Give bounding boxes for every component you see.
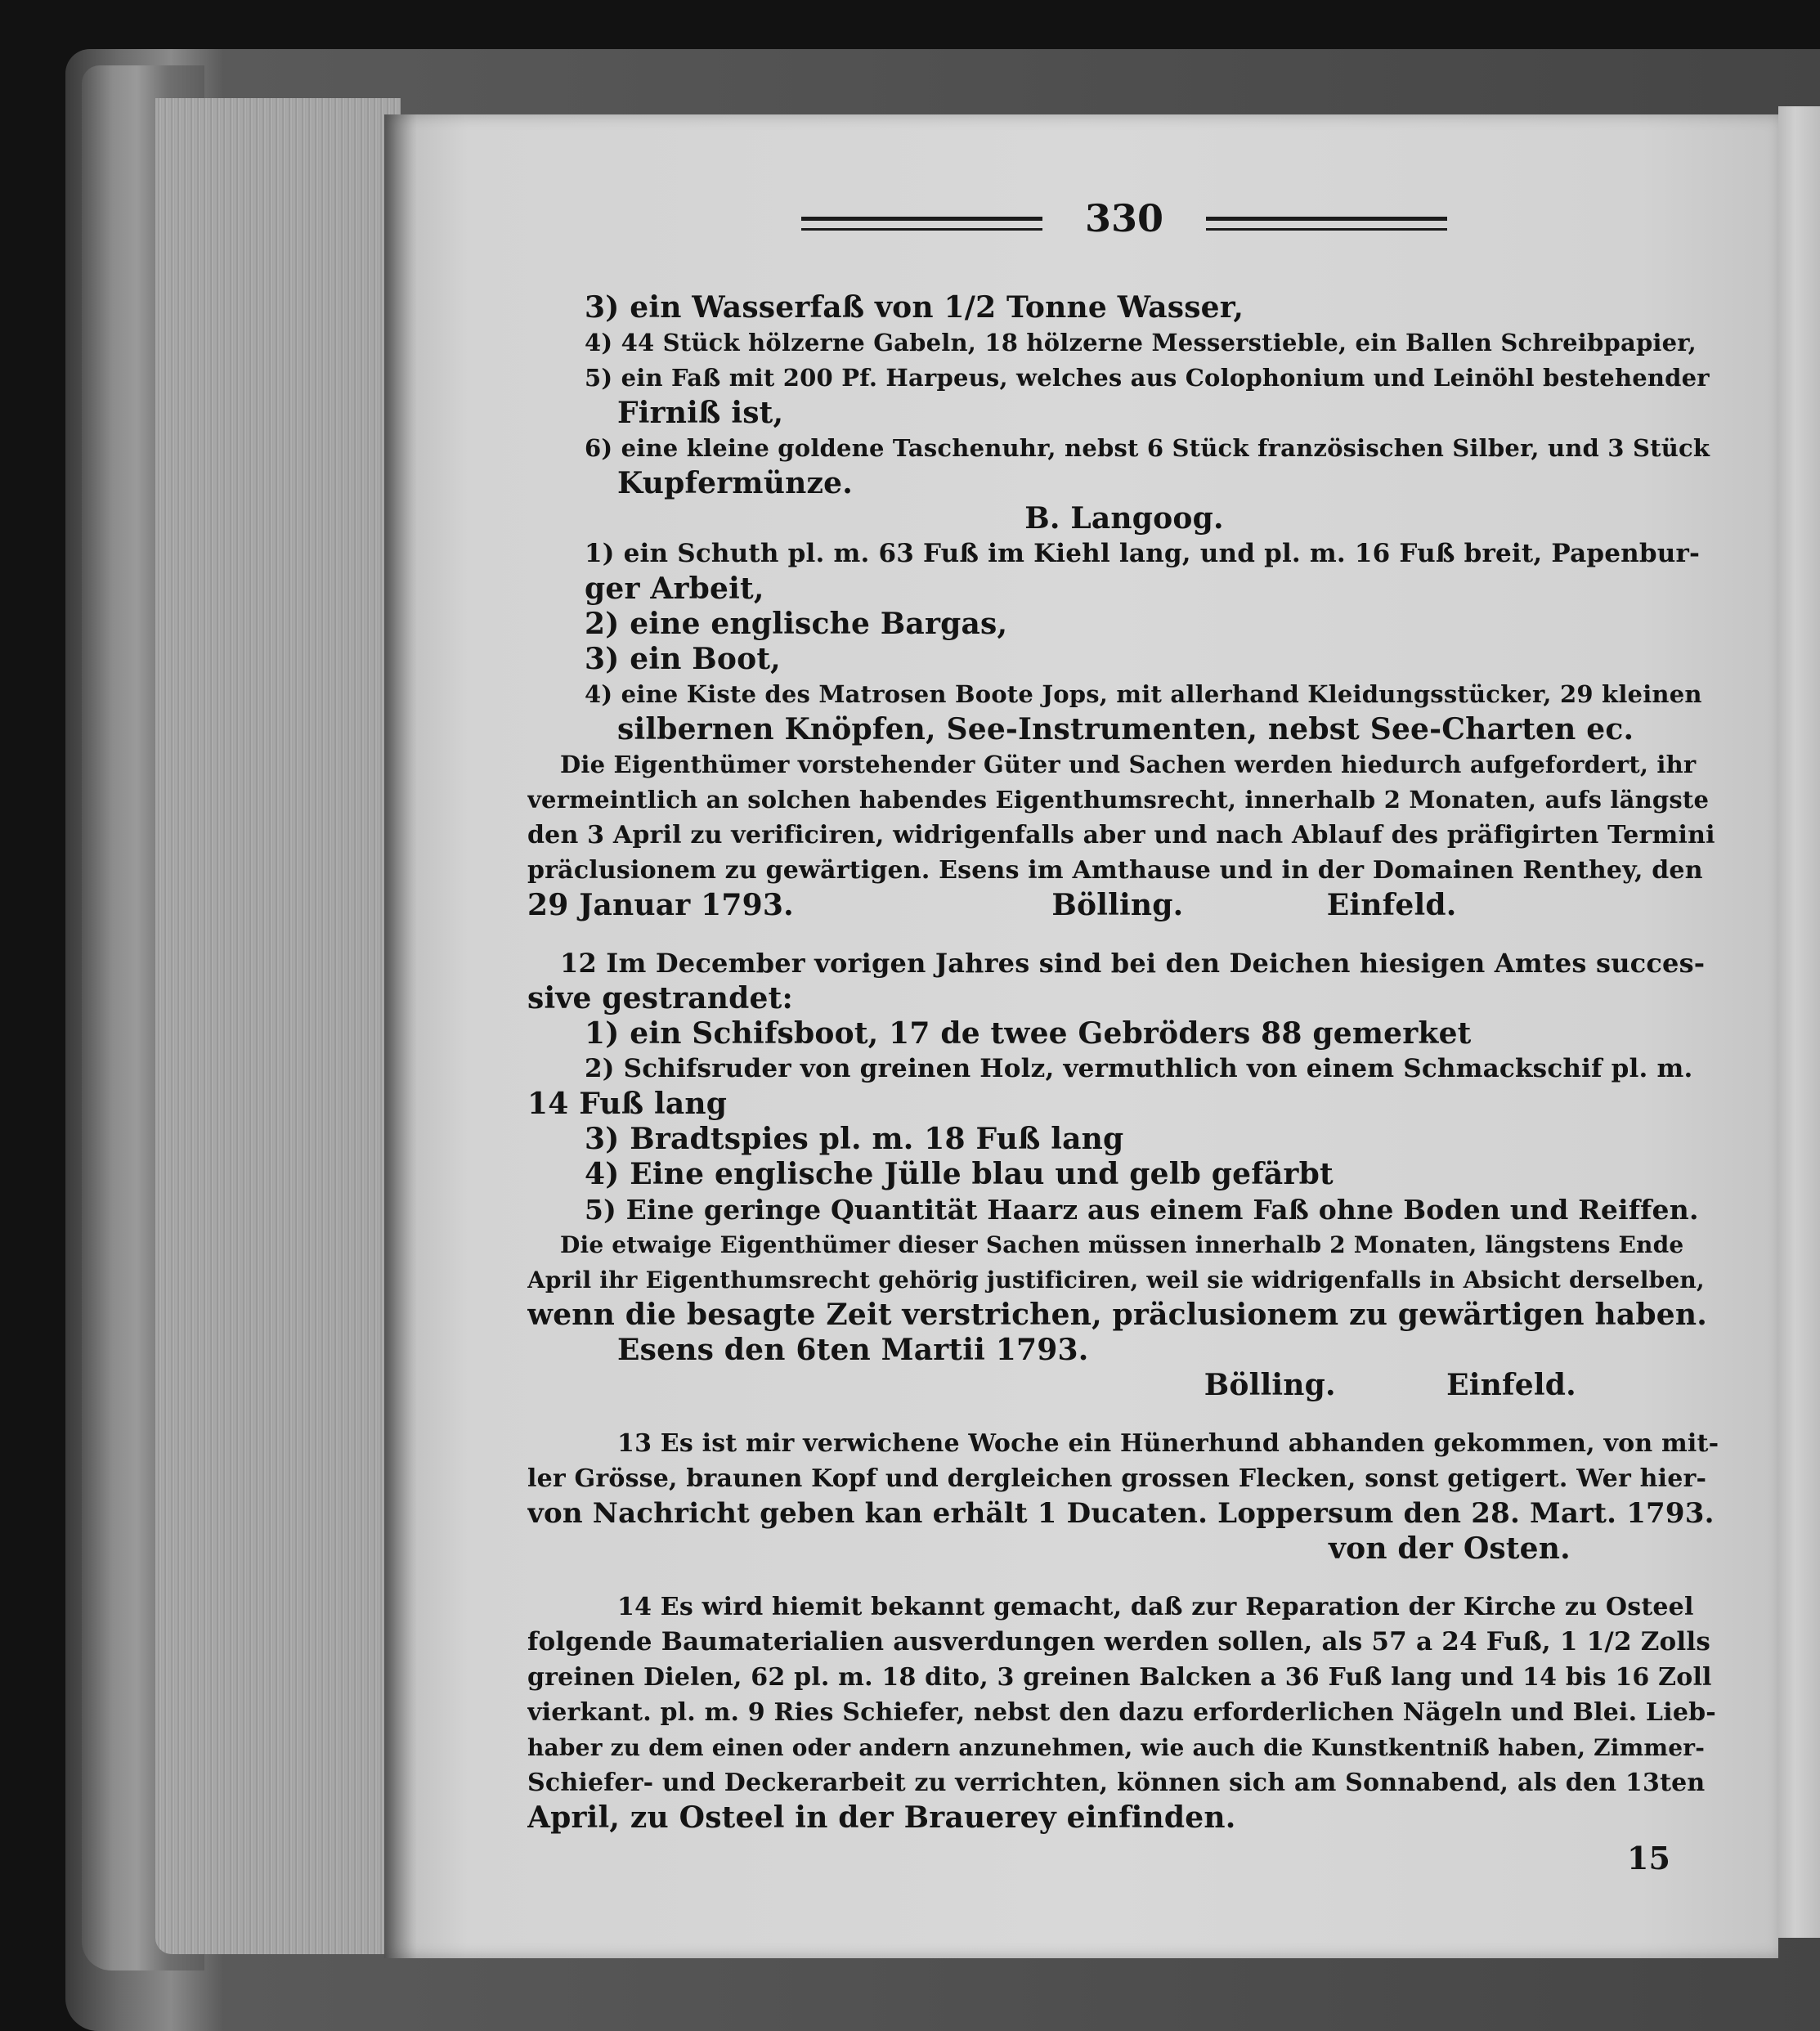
text-line: Schiefer- und Deckerarbeit zu verrichten, können sich am Sonnabend, als den 13ten — [527, 1769, 1706, 1797]
date-line: Esens den 6ten Martii 1793. — [617, 1333, 1089, 1367]
text-line: 2) Schifsruder von greinen Holz, vermuthlich von einem Schmackschif pl. m. — [585, 1054, 1693, 1083]
date-text: 29 Januar 1793. — [527, 888, 794, 922]
text-line: 14 Fuß lang — [527, 1087, 728, 1121]
text-line: vermeintlich an solchen habendes Eigenthumsrecht, innerhalb 2 Monaten, aufs längste — [527, 786, 1710, 814]
page-edges — [155, 98, 401, 1954]
signature-name: Bölling. — [1051, 888, 1184, 922]
header-rule-right — [1206, 217, 1447, 231]
signature-name: von der Osten. — [1329, 1531, 1571, 1566]
text-line: Die etwaige Eigenthümer dieser Sachen müssen innerhalb 2 Monaten, längstens Ende — [560, 1231, 1684, 1258]
header-rule-left — [801, 217, 1042, 231]
text-line: 6) eine kleine goldene Taschenuhr, nebst 6 Stück französischen Silber, und 3 Stück — [585, 434, 1710, 462]
text-line: sive gestrandet: — [527, 981, 793, 1016]
text-line: 4) eine Kiste des Matrosen Boote Jops, mit allerhand Kleidungsstücker, 29 kleinen — [585, 680, 1702, 708]
text-line: Die Eigenthümer vorstehender Güter und Sachen werden hiedurch aufgefordert, ihr — [560, 751, 1697, 778]
text-line: 3) ein Boot, — [585, 642, 781, 676]
text-line: ger Arbeit, — [585, 572, 764, 606]
text-line: den 3 April zu verificiren, widrigenfalls aber und nach Ablauf des präfigirten Termini — [527, 821, 1715, 850]
text-line: 1) ein Schifsboot, 17 de twee Gebröders 88 gemerket — [585, 1016, 1472, 1051]
signature-name: Einfeld. — [1326, 888, 1457, 922]
section-heading: B. Langoog. — [1024, 501, 1224, 536]
text-line: wenn die besagte Zeit verstrichen, präclusionem zu gewärtigen haben. — [527, 1298, 1707, 1332]
text-line: April, zu Osteel in der Brauerey einfinden. — [527, 1800, 1236, 1835]
text-line: haber zu dem einen oder andern anzunehmen, wie auch die Kunstkentniß haben, Zimmer- — [527, 1734, 1706, 1761]
text-line: 3) Bradtspies pl. m. 18 Fuß lang — [585, 1122, 1124, 1156]
text-line: 2) eine englische Bargas, — [585, 607, 1008, 641]
facing-page-edge — [1778, 106, 1820, 1938]
gutter-shadow — [384, 114, 417, 1958]
page-header — [801, 196, 1447, 245]
signature-name: Einfeld. — [1446, 1368, 1576, 1402]
page-text — [527, 290, 1721, 1836]
text-line: Kupfermünze. — [617, 466, 853, 500]
text-line: April ihr Eigenthumsrecht gehörig justificiren, weil sie widrigenfalls in Absicht derselben, — [527, 1267, 1705, 1293]
text-line: Firniß ist, — [617, 396, 784, 430]
page-number: 330 — [1084, 196, 1164, 240]
signature-name: Bölling. — [1204, 1368, 1336, 1402]
text-line: 4) Eine englische Jülle blau und gelb gefärbt — [585, 1157, 1334, 1191]
notice-14-start: 14 Es wird hiemit bekannt gemacht, daß zur Reparation der Kirche zu Osteel — [617, 1593, 1694, 1621]
text-line: 4) 44 Stück hölzerne Gabeln, 18 hölzerne Messerstieble, ein Ballen Schreibpapier, — [585, 329, 1697, 356]
text-line: 1) ein Schuth pl. m. 63 Fuß im Kiehl lang, und pl. m. 16 Fuß breit, Papenbur- — [585, 539, 1701, 568]
catchword: 15 — [1627, 1840, 1670, 1876]
text-line: greinen Dielen, 62 pl. m. 18 dito, 3 greinen Balcken a 36 Fuß lang und 14 bis 16 Zoll — [527, 1663, 1712, 1692]
signature-line — [527, 1368, 1721, 1403]
text-line: präclusionem zu gewärtigen. Esens im Amthause und in der Domainen Renthey, den — [527, 856, 1703, 885]
text-line: vierkant. pl. m. 9 Ries Schiefer, nebst den dazu erforderlichen Nägeln und Blei. Lieb- — [527, 1698, 1716, 1727]
text-line: 5) ein Faß mit 200 Pf. Harpeus, welches aus Colophonium und Leinöhl bestehender — [585, 364, 1710, 392]
text-line: 5) Eine geringe Quantität Haarz aus einem Faß ohne Boden und Reiffen. — [585, 1194, 1699, 1226]
notice-13-start: 13 Es ist mir verwichene Woche ein Hünerhund abhanden gekommen, von mit- — [617, 1429, 1719, 1458]
date-signature-line — [527, 888, 1721, 923]
text-line: folgende Baumaterialien ausverdungen werden sollen, als 57 a 24 Fuß, 1 1/2 Zolls — [527, 1627, 1711, 1657]
text-line: silbernen Knöpfen, See-Instrumenten, nebst See-Charten ec. — [617, 712, 1634, 746]
text-line: ler Grösse, braunen Kopf und dergleichen grossen Flecken, sonst getigert. Wer hier- — [527, 1464, 1707, 1493]
notice-12-start: 12 Im December vorigen Jahres sind bei den Deichen hiesigen Amtes succes- — [560, 948, 1706, 979]
text-line: 3) ein Wasserfaß von 1/2 Tonne Wasser, — [585, 290, 1244, 325]
text-line: von Nachricht geben kan erhält 1 Ducaten. Loppersum den 28. Mart. 1793. — [527, 1497, 1715, 1530]
